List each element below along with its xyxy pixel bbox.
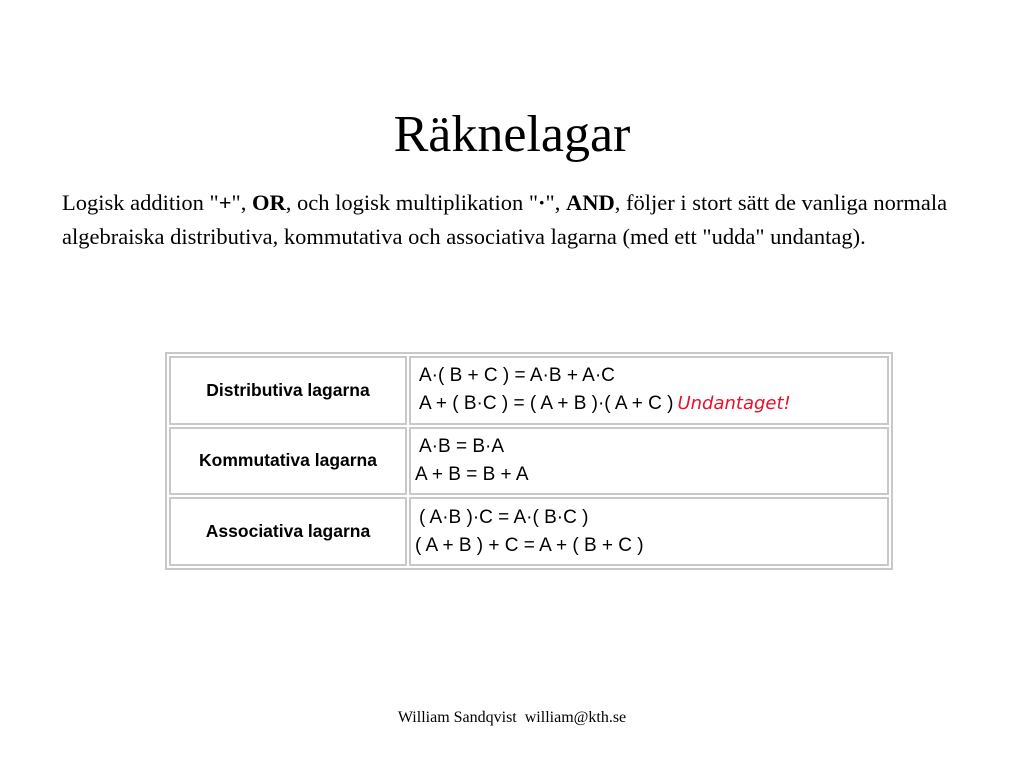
dot-symbol: · xyxy=(538,190,546,215)
intro-text-4: ", xyxy=(545,190,566,215)
intro-text-2: ", xyxy=(231,190,252,215)
equation: ( A·B )·C = A·( B·C ) xyxy=(419,506,589,528)
table-row-commutative xyxy=(169,427,889,496)
equation: A·B = B·A xyxy=(419,435,504,457)
laws-table xyxy=(165,352,893,570)
law-name-commutative: Kommutativa lagarna xyxy=(169,427,407,496)
equation: ( A + B ) + C = A + ( B + C ) xyxy=(415,534,644,556)
intro-paragraph xyxy=(62,186,972,254)
law-name-associative: Associativa lagarna xyxy=(169,497,407,566)
equation: A + B = B + A xyxy=(415,463,529,485)
law-equations-distributive xyxy=(409,356,889,425)
equation: A·( B + C ) = A·B + A·C xyxy=(419,365,615,387)
table-row-associative xyxy=(169,497,889,566)
law-equations-commutative xyxy=(409,427,889,496)
law-equations-associative xyxy=(409,497,889,566)
equation-with-note xyxy=(415,390,887,418)
or-keyword: OR xyxy=(251,190,286,215)
table-row-distributive xyxy=(169,356,889,425)
law-name-distributive: Distributiva lagarna xyxy=(169,356,407,425)
slide-title: Räknelagar xyxy=(393,106,631,163)
plus-symbol: + xyxy=(218,190,232,215)
exception-note: Undantaget! xyxy=(677,393,791,415)
equation: A + ( B·C ) = ( A + B )·( A + C ) xyxy=(419,393,674,415)
and-keyword: AND xyxy=(565,190,615,215)
intro-text-1: Logisk addition " xyxy=(62,190,219,215)
footer-author: William Sandqvist william@kth.se xyxy=(397,709,627,726)
intro-text-3: , och logisk multiplikation " xyxy=(285,190,539,215)
intro-text-5: , följer i stort sätt de vanliga normala algebraiska distributiva, kommutativa och associativa lagarna (med ett "udda" undantag). xyxy=(62,190,948,249)
